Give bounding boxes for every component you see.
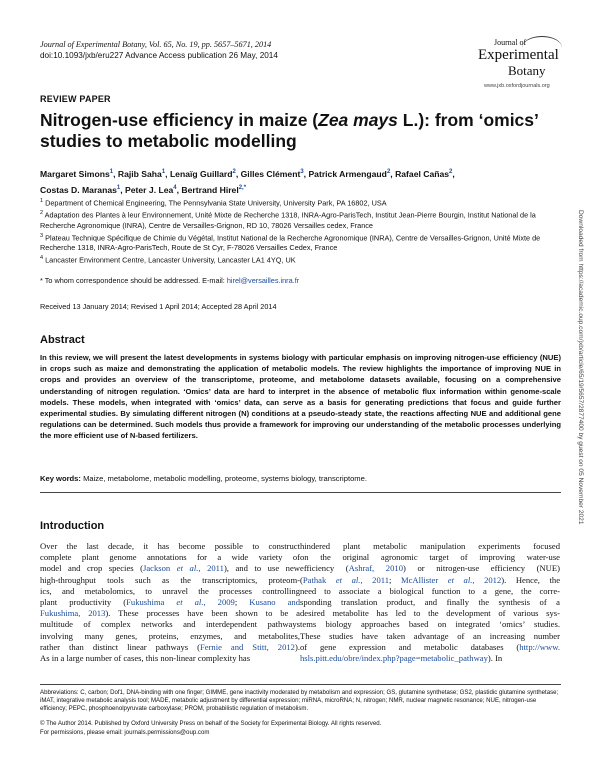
- text-line: Over the last decade, it has become possible to construct: [40, 541, 300, 551]
- author-name: Rafael Cañas$^2$: [395, 168, 453, 179]
- text-line: hsls.pitt.edu/obre/index.php?page=metabolic_pathway). In: [300, 652, 503, 663]
- text-line: on the original agronomic target of improving water-use: [300, 552, 560, 563]
- author-affiliation-mark[interactable]: 2: [232, 169, 236, 175]
- text-line: These studies have taken advantage of an increasing number: [300, 630, 560, 641]
- author-affiliation-mark[interactable]: 1: [109, 169, 114, 175]
- text-line: of gene expression and metabolic databases (http://www.: [300, 641, 560, 652]
- author-name: Rajib Saha$^1$: [117, 168, 166, 179]
- author-list: Margaret Simons$^1$, Rajib Saha$^1$, Lenaïg Guillard$^2$, Gilles Clément$^3$, Patrick Armengaud$^2$, Rafael Cañas$^2$, Costas D. Maranas$^1$, Peter J. Lea$^4$, Bertrand Hirel$^{2,*}$: [40, 168, 455, 195]
- affiliation-item: $^3$ Plateau Technique Spécifique de Chimie du Végétal, Institut National de la Recherche Agronomique (INRA), Centre de Versailles-Grignon, Unité Mixte de Recherche 1318, INRA-Agro-ParisTech, Route de St Cyr, F-78026 Versailles Cedex, France: [40, 232, 541, 253]
- logo-line2: Experimental: [478, 47, 559, 63]
- species-name: Zea mays: [318, 110, 398, 130]
- journal-logo: [478, 36, 570, 102]
- citation-link[interactable]: hsls.pitt.edu/obre/index.php?page=metabolic_pathway: [300, 652, 488, 663]
- affiliation-item: $^4$ Lancaster Environment Centre, Lancaster University, Lancaster LA1 4YQ, UK: [40, 255, 296, 265]
- citation-link[interactable]: Pathak et al., 2011: [302, 574, 390, 585]
- abstract-heading: Abstract: [40, 334, 85, 346]
- text-line: ics, and metabolomics, to unravel the processes controlling: [40, 585, 300, 596]
- intro-column-right: [300, 541, 560, 664]
- article-type-label: REVIEW PAPER: [40, 94, 111, 104]
- doi-line: doi:10.1093/jxb/eru227 Advance Access publication 26 May, 2014: [40, 51, 278, 60]
- author-affiliation-mark[interactable]: 1: [161, 169, 166, 175]
- keywords-list: Maize, metabolome, metabolic modelling, proteome, systems biology, transcriptome.: [83, 474, 367, 483]
- author-affiliation-mark[interactable]: 3: [300, 169, 304, 175]
- affiliation-item: $^1$ Department of Chemical Engineering, The Pennsylvania State University, University Park, PA 16802, USA: [40, 198, 387, 208]
- text-line: involving many genes, proteins, enzymes, and metabolites,: [40, 630, 300, 641]
- logo-line1: Journal of: [494, 38, 527, 47]
- text-line: multitude of complex networks and interdependent pathways: [40, 619, 300, 630]
- author-affiliation-mark[interactable]: 2: [386, 169, 391, 175]
- download-watermark: Downloaded from https://academic.oup.com/jxb/article/65/19/5657/2877400 by guest on 05 November 2021: [577, 210, 584, 525]
- text-line: sponding translation product, and finally the synthesis of a: [300, 596, 560, 607]
- text-line: hindered plant metabolic manipulation experiments focused: [300, 541, 560, 551]
- text-line: plant productivity (Fukushima et al., 2009; Kusano and: [40, 596, 300, 607]
- text-line: rather than distinct linear pathways (Fernie and Stitt, 2012).: [40, 641, 300, 652]
- citation-link[interactable]: Fukushima et al., 2009: [126, 596, 235, 607]
- text-line: As in a large number of cases, this non-linear complexity has: [40, 652, 251, 663]
- introduction-heading: Introduction: [40, 520, 105, 532]
- author-affiliation-mark[interactable]: 2: [449, 169, 453, 175]
- text-line: desired metabolite has led to the development of various sys-: [300, 608, 560, 619]
- section-divider: [40, 492, 561, 493]
- correspondence-line: * To whom correspondence should be addressed. E-mail: hirel@versailles.inra.fr: [40, 276, 300, 285]
- author-affiliation-mark[interactable]: 1: [116, 184, 121, 191]
- citation-link[interactable]: Jackson et al., 2011: [143, 563, 224, 574]
- article-title: Nitrogen-use efficiency in maize (Zea mays L.): from ‘omics’ studies to metabolic modelling: [40, 110, 538, 151]
- logo-line3: Botany: [508, 63, 546, 78]
- author-name: Lenaïg Guillard$^2$: [169, 168, 236, 179]
- author-affiliation-mark[interactable]: 2,*: [238, 184, 247, 191]
- text-line: Fukushima, 2013). These processes have been shown to be a: [40, 608, 300, 619]
- text-line: complete plant genome annotations for a wide variety of: [40, 552, 300, 563]
- author-name: Costas D. Maranas$^1$: [40, 184, 121, 195]
- text-line: efficiency (Ashraf, 2010) or nitrogen-use efficiency (NUE): [300, 563, 560, 574]
- logo-url: www.jxb.oxfordjournals.org: [484, 83, 550, 89]
- citation-link[interactable]: Kusano and: [249, 596, 300, 607]
- keywords-line: [40, 474, 367, 483]
- author-name: Gilles Clément$^3$: [240, 168, 304, 179]
- abbreviations-footnote: Abbreviations: C, carbon; Dof1, DNA-binding with one finger; GIMME, gene inactivity moderated by metabolism and expression; GS, glutamine synthetase; GS2, plastidic glutamine synthetase; iMAT, integrative metabolic analysis tool; MADE, metabolic adjustment by differential expression; miRNA, microRNA; N, nitrogen; NMR, nuclear magnetic resonance; NUE, nitrogen-use efficiency; PEPC, phosphoenolpyruvate carboxylase; PROM, probabilistic regulation of metabolism.: [40, 689, 559, 712]
- permissions-notice: For permissions, please email: journals.permissions@oup.com: [40, 729, 210, 736]
- text-line: tems biology approaches based on integrated ‘omics’ studies.: [300, 619, 560, 630]
- abstract-text: In this review, we will present the latest developments in systems biology with particular emphasis on improving nitrogen-use efficiency (NUE) in crops such as maize and demonstrating the application of metabolic models. The review highlights the importance of improving NUE in crops and provides an overview of the transcriptome, proteome, and metabolome datasets available, focusing on a comprehensive understanding of nitrogen regulation. ‘Omics’ data are hard to interpret in the absence of metabolic flux information within genome-scale models. These models, when integrated with ‘omics’ data, can serve as a basis for generating predictions that focus and guide further experimental studies. By simulating different nitrogen (N) conditions at a pseudo-steady state, the reactions affecting NUE and additional gene regulations can be determined. Such models thus provide a framework for improving our understanding of the metabolic processes underlying the more efficient use of N-based fertilizers.: [40, 353, 561, 441]
- author-affiliation-mark[interactable]: 4: [173, 184, 177, 191]
- affiliation-item: $^2$ Adaptation des Plantes à leur Environnement, Unité Mixte de Recherche 1318, INRA-Agro-ParisTech, Institut Jean-Pierre Bourgin, Institut National de la Recherche Agronomique (INRA), Centre de Versailles-Grignon, RD 10, 78026 Versailles cedex, France: [40, 210, 536, 230]
- journal-citation: Journal of Experimental Botany, Vol. 65, No. 19, pp. 5657–5671, 2014: [40, 40, 272, 49]
- footnote-divider: [40, 684, 561, 685]
- copyright-notice: © The Author 2014. Published by Oxford University Press on behalf of the Society for Experimental Biology. All rights reserved.: [40, 720, 382, 727]
- text-line: (Pathak et al., 2011; McAllister et al., 2012). Hence, the: [300, 574, 560, 585]
- author-name: Bertrand Hirel$^{2,*}$: [181, 184, 247, 195]
- author-name: Peter J. Lea$^4$: [125, 184, 177, 195]
- author-name: Margaret Simons$^1$: [40, 168, 114, 179]
- citation-link[interactable]: Fukushima, 2013: [40, 608, 106, 619]
- citation-link[interactable]: McAllister et al., 2012: [400, 574, 502, 585]
- author-name: Patrick Armengaud$^2$: [308, 168, 391, 179]
- keywords-label: Key words:: [40, 474, 81, 483]
- text-line: high-throughput tools such as the transcriptomics, proteom-: [40, 574, 300, 585]
- received-dates: Received 13 January 2014; Revised 1 April 2014; Accepted 28 April 2014: [40, 302, 277, 311]
- intro-column-left: [40, 541, 300, 664]
- citation-link[interactable]: Fernie and Stitt, 2012: [199, 641, 295, 652]
- citation-link[interactable]: Ashraf, 2010: [348, 563, 403, 574]
- affiliation-list: [40, 196, 560, 266]
- text-line: model and crop species (Jackson et al., 2011), and to use new: [40, 563, 300, 574]
- citation-link[interactable]: http://www.: [519, 641, 560, 652]
- correspondence-email[interactable]: hirel@versailles.inra.fr: [226, 276, 300, 285]
- text-line: need to associate a biological function to a gene, the corre-: [300, 585, 560, 596]
